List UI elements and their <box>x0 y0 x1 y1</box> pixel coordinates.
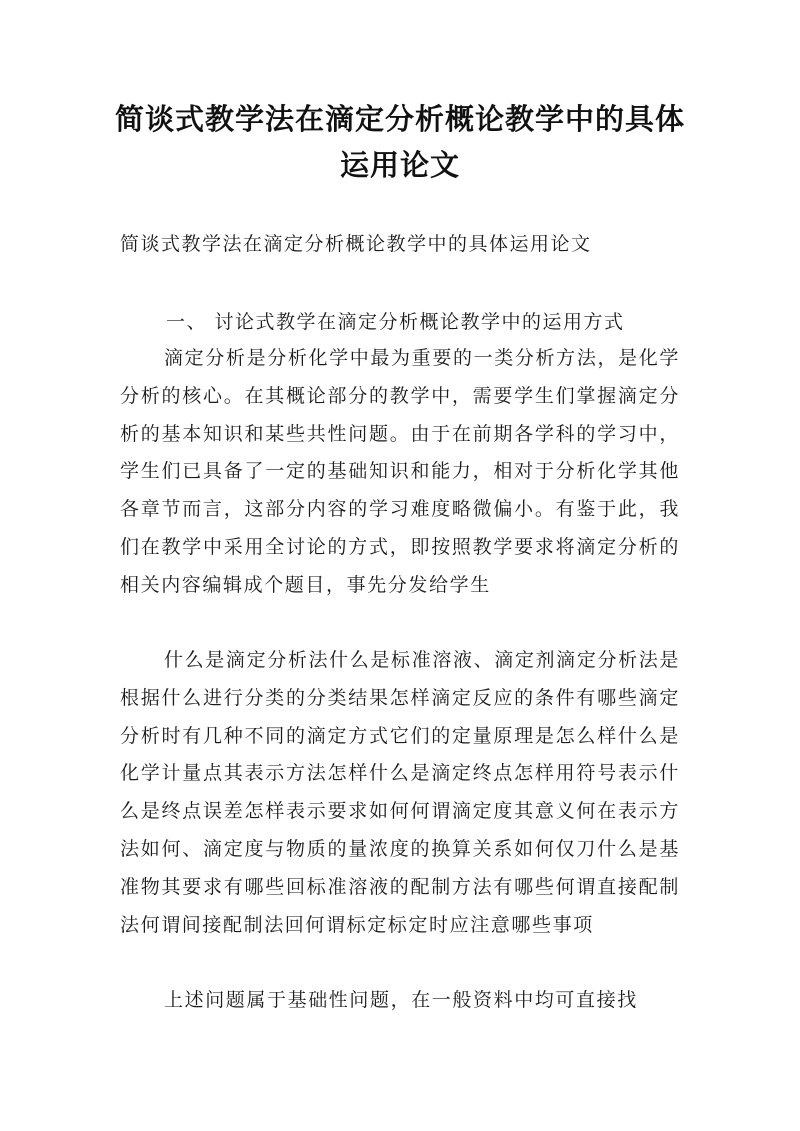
body-paragraph: 上述问题属于基础性问题，在一般资料中均可直接找 <box>164 989 638 1011</box>
body-paragraph: 滴定分析是分析化学中最为重要的一类分析方法，是化学分析的核心。在其概论部分的教学中，需要学生们掌握滴定分析的基本知识和某些共性问题。由于在前期各学科的学习中，学生们已具备了一定的基础知识和能力，相对于分析化学其他各章节而言，这部分内容的学习难度略微偏小。有鉴于此，我们在教学中采用全讨论的方式，即按照教学要求将滴定分析的相关内容编辑成个题目，事先分发给学生 <box>120 347 680 596</box>
document-subtitle: 简谈式教学法在滴定分析概论教学中的具体运用论文 <box>120 233 592 255</box>
document-title: 简谈式教学法在滴定分析概论教学中的具体运用论文 <box>114 102 685 182</box>
section-heading: 一、 讨论式教学在滴定分析概论教学中的运用方式 <box>166 311 625 333</box>
body-paragraph: 什么是滴定分析法什么是标准溶液、滴定剂滴定分析法是根据什么进行分类的分类结果怎样滴定反应的条件有哪些滴定分析时有几种不同的滴定方式它们的定量原理是怎么样什么是化学计量点其表示方法怎样什么是滴定终点怎样用符号表示什么是终点误差怎样表示要求如何何谓滴定度其意义何在表示方法如何、滴定度与物质的量浓度的换算关系如何仅刀什么是基准物其要求有哪些回标准溶液的配制方法有哪些何谓直接配制法何谓间接配制法回何谓标定标定时应注意哪些事项 <box>120 649 680 936</box>
